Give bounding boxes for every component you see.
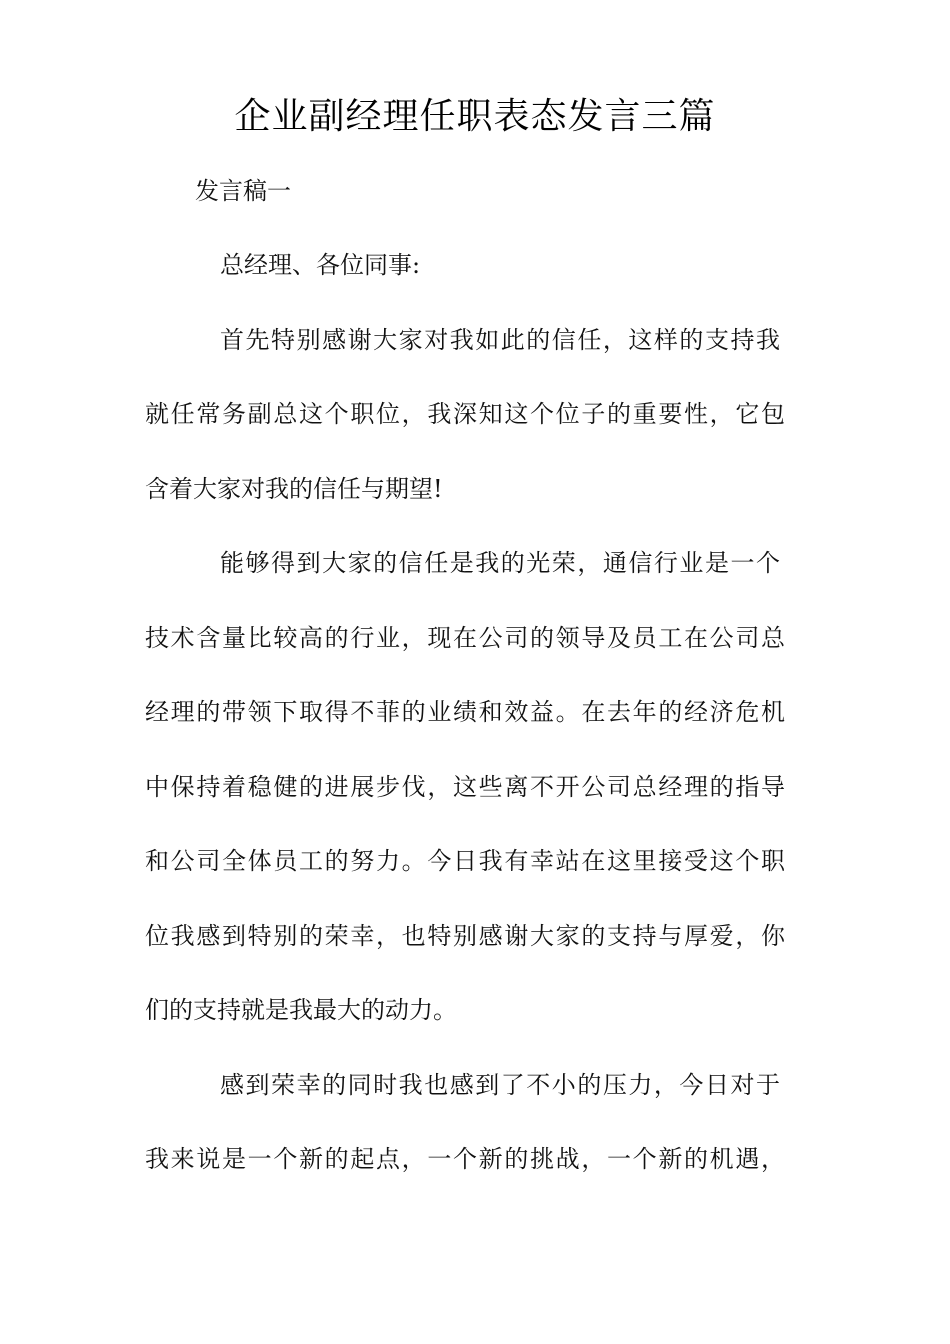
paragraph-line: 含着大家对我的信任与期望!: [145, 475, 443, 503]
paragraph-line: 和公司全体员工的努力。今日我有幸站在这里接受这个职: [145, 847, 785, 875]
paragraph-line: 技术含量比较高的行业，现在公司的领导及员工在公司总: [145, 624, 785, 652]
paragraph-line: 就任常务副总这个职位，我深知这个位子的重要性，它包: [145, 400, 785, 428]
paragraph-line: 们的支持就是我最大的动力。: [145, 996, 457, 1024]
salutation: 总经理、各位同事:: [220, 251, 421, 279]
paragraph-line: 经理的带领下取得不菲的业绩和效益。在去年的经济危机: [145, 698, 785, 726]
paragraph-line: 感到荣幸的同时我也感到了不小的压力，今日对于: [220, 1071, 780, 1099]
paragraph-line: 位我感到特别的荣幸，也特别感谢大家的支持与厚爱，你: [145, 922, 785, 950]
paragraph-line: 能够得到大家的信任是我的光荣，通信行业是一个: [220, 549, 780, 577]
paragraph-line: 中保持着稳健的进展步伐，这些离不开公司总经理的指导: [145, 773, 785, 801]
paragraph-line: 首先特别感谢大家对我如此的信任，这样的支持我: [220, 326, 780, 354]
section-heading: 发言稿一: [195, 177, 291, 205]
document-title: 企业副经理任职表态发言三篇: [234, 96, 716, 137]
paragraph-line: 我来说是一个新的起点，一个新的挑战，一个新的机遇，: [145, 1145, 785, 1173]
